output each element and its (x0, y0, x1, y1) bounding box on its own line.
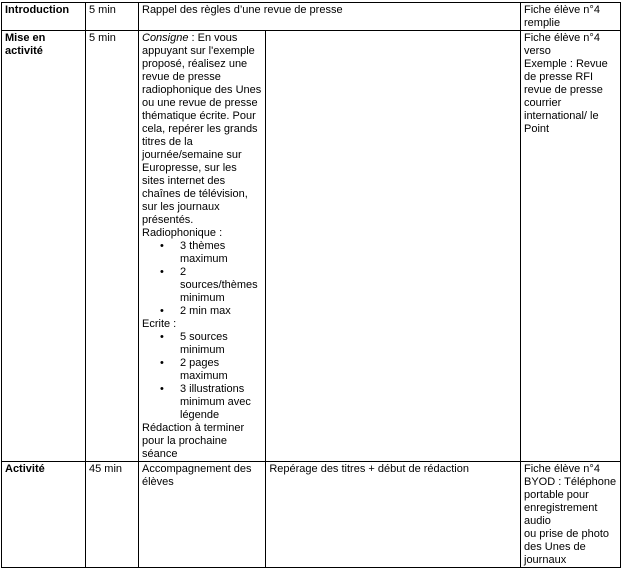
list-item: • 2 sources/thèmes minimum (180, 266, 262, 305)
teacher-cell: Accompagnement des élèves (139, 462, 266, 568)
description-cell: Rappel des règles d’une revue de presse (139, 3, 521, 31)
duration-cell: 45 min (86, 462, 139, 568)
list-item: • 5 sources minimum (180, 331, 262, 357)
resources-line: Fiche élève n°4 verso (524, 32, 600, 57)
student-cell: Repérage des titres + début de rédaction (266, 462, 521, 568)
student-cell (266, 31, 521, 462)
lesson-plan-table (1, 2, 621, 568)
list-item: • 2 pages maximum (180, 357, 262, 383)
phase-cell: Activité (2, 462, 86, 568)
duration-cell: 5 min (86, 31, 139, 462)
phase-cell: Introduction (2, 3, 86, 31)
table-row (2, 3, 621, 31)
list-item: • 3 illustrations minimum avec légende (180, 383, 262, 422)
instructions-paragraph (142, 32, 261, 226)
ecrite-list (142, 331, 262, 422)
instructions-cell (139, 31, 266, 462)
table-row (2, 31, 621, 462)
table-row (2, 462, 621, 568)
phase-cell: Mise en activité (2, 31, 86, 462)
resources-line: Fiche élève n°4 (524, 463, 600, 475)
radio-label: Radiophonique : (142, 227, 223, 239)
consigne-label: Consigne (142, 32, 189, 44)
resources-line: ou prise de photo des Unes de journaux (524, 528, 610, 566)
duration-cell: 5 min (86, 3, 139, 31)
resources-line: Exemple : Revue de presse RFI revue de presse courrier international/ le Point (524, 58, 608, 135)
resources-cell: Fiche élève n°4 remplie (521, 3, 621, 31)
resources-cell (521, 462, 621, 568)
radio-list (142, 240, 262, 318)
list-item: • 2 min max (180, 305, 262, 318)
resources-line: BYOD : Téléphone portable pour enregistrement audio (524, 476, 617, 527)
resources-cell (521, 31, 621, 462)
closing-text: Rédaction à terminer pour la prochaine séance (142, 422, 245, 460)
ecrite-label: Ecrite : (142, 318, 177, 330)
list-item: • 3 thèmes maximum (180, 240, 262, 266)
consigne-text: : En vous appuyant sur l'exemple proposé, réalisez une revue de presse radiophonique des Unes ou une revue de presse thématique écrite. Pour cela, repérer les grands titres de la journée/semaine sur Europresse, sur les sites internet des chaînes de télévision, sur les journaux présentés. (142, 32, 262, 226)
